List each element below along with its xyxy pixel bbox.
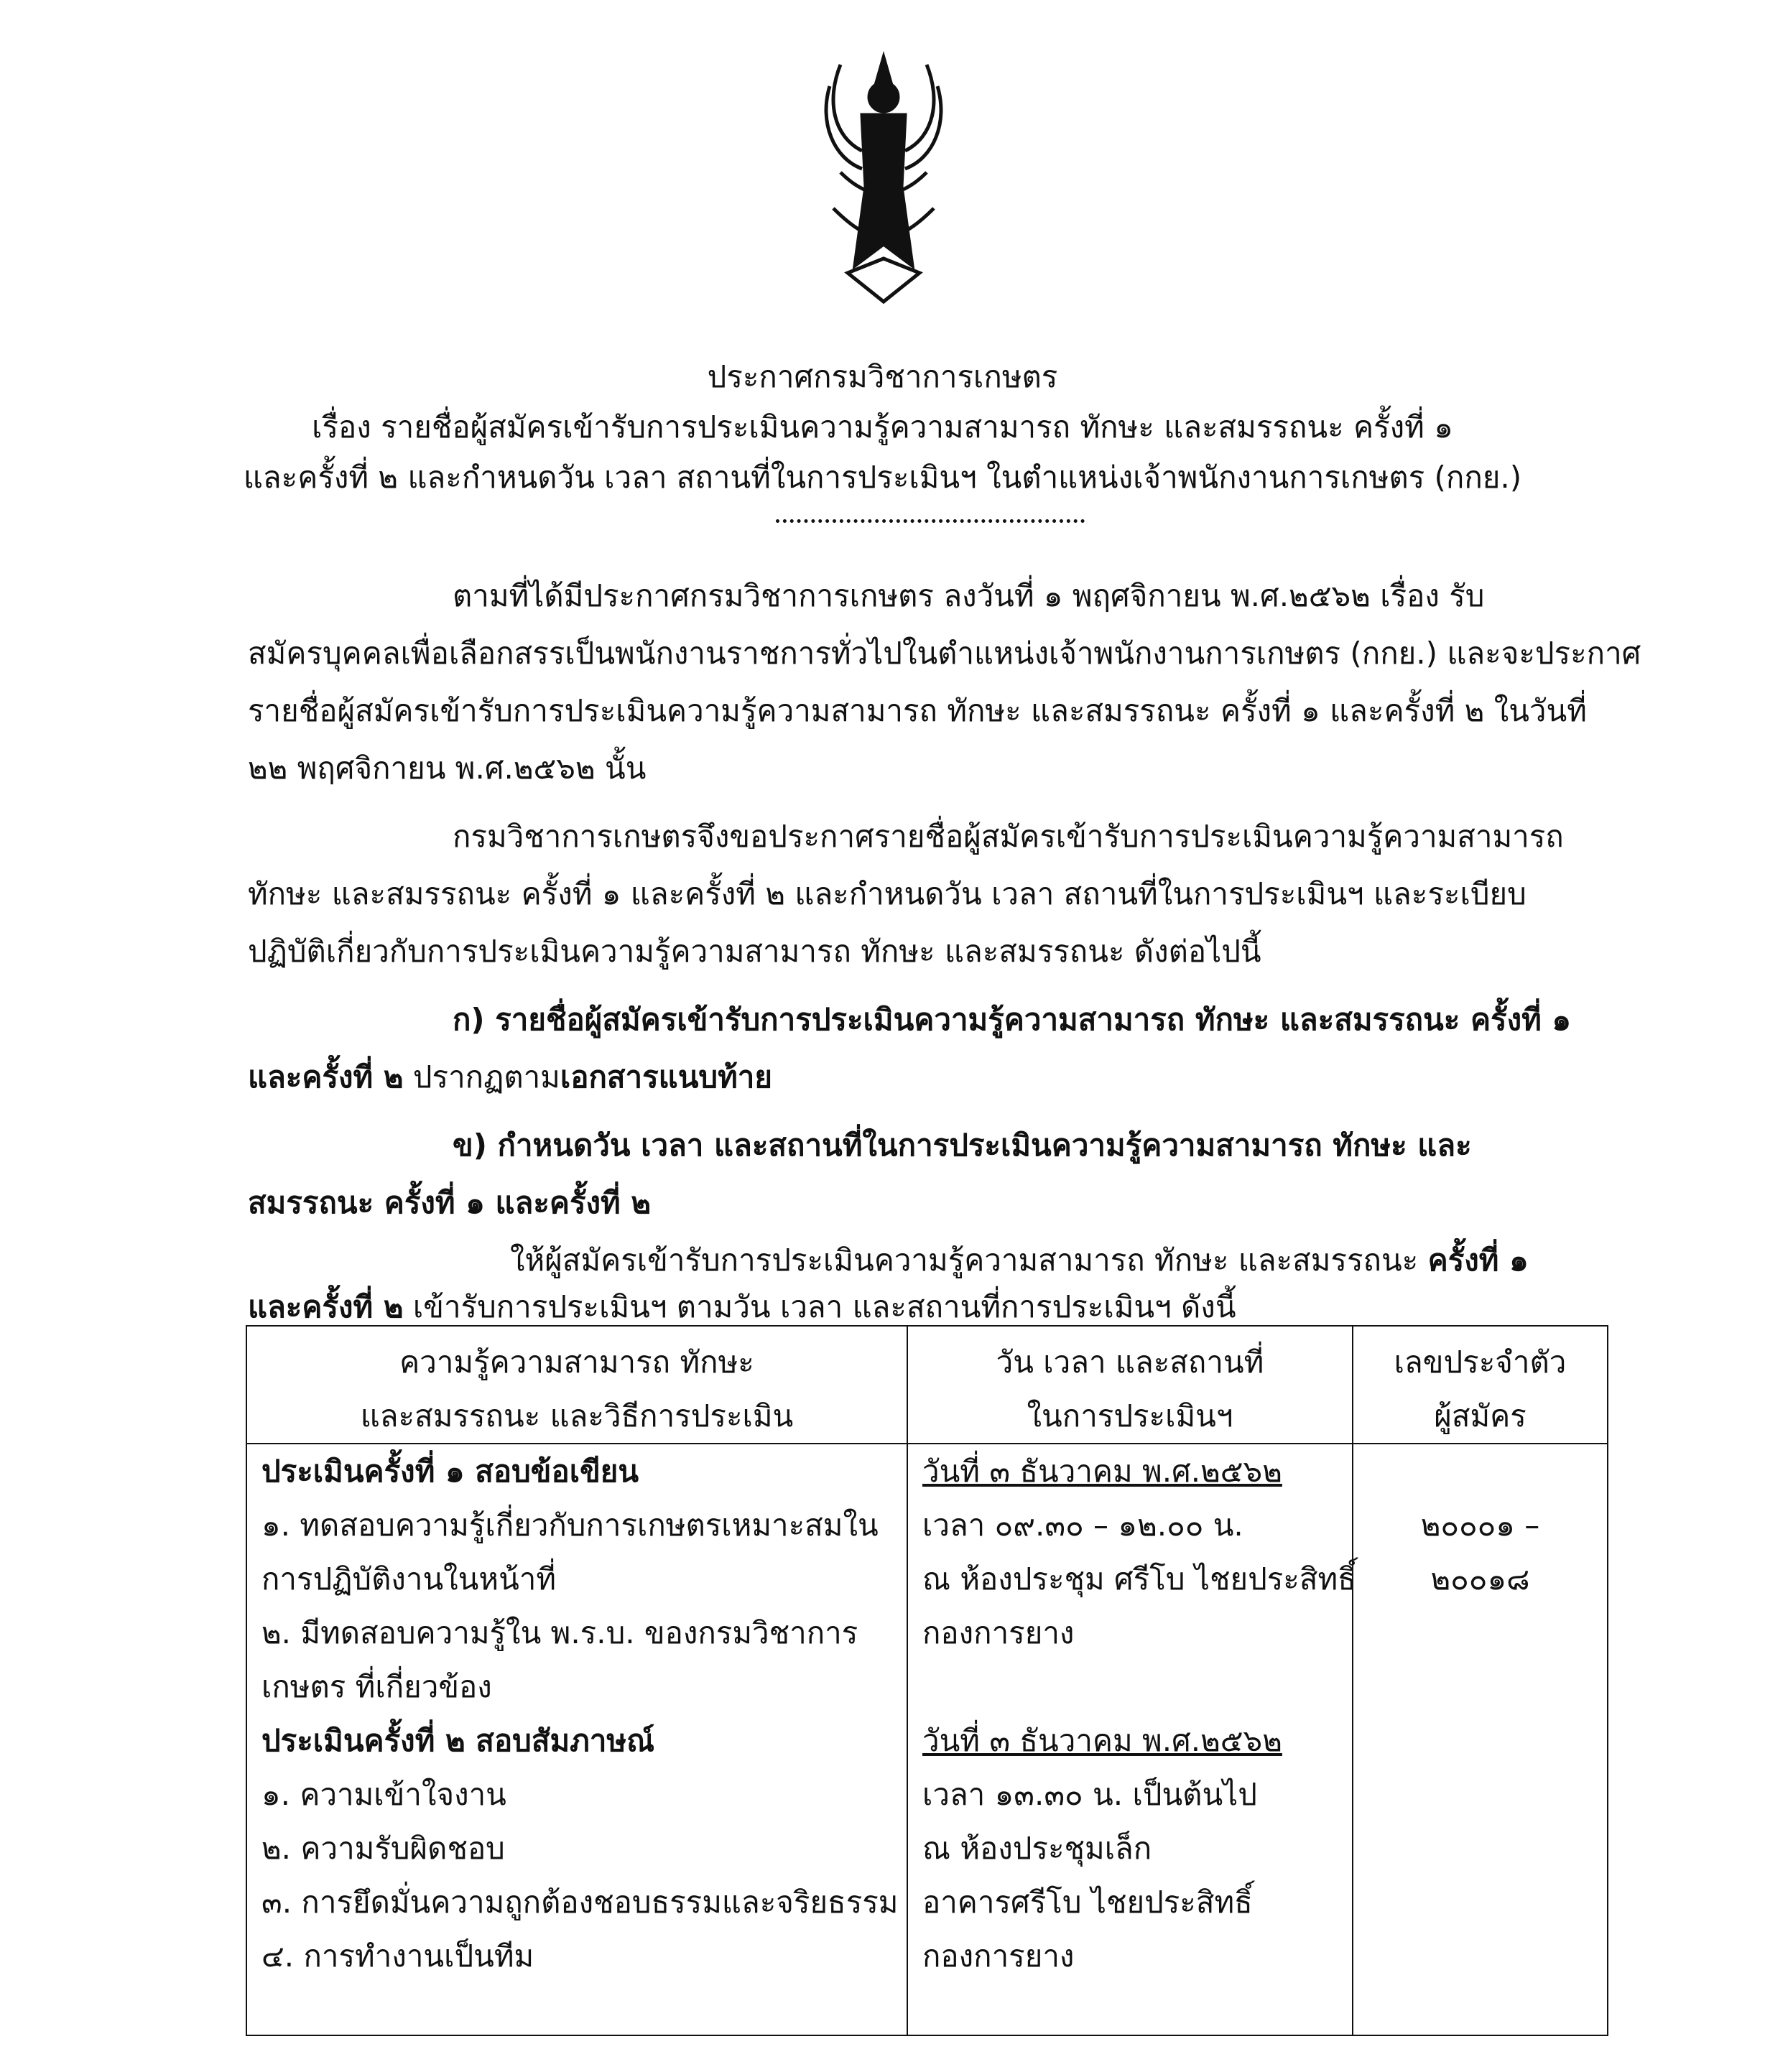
spacer <box>922 1660 1338 1714</box>
id-range-end: ๒๐๐๑๘ <box>1430 1561 1530 1597</box>
header-text: และสมรรถนะ และวิธีการประเมิน <box>360 1398 794 1434</box>
item-a-line-2 <box>248 1056 772 1099</box>
round2-detail: ณ ห้องประชุมเล็ก <box>922 1831 1152 1866</box>
para1-line: ตามที่ได้มีประกาศกรมวิชาการเกษตร ลงวันที่ ๑ พฤศจิกายน พ.ศ.๒๕๖๒ เรื่อง รับ <box>453 578 1485 613</box>
garuda-emblem-icon <box>812 43 955 316</box>
round1-item: ๒. มีทดสอบความรู้ใน พ.ร.บ. ของกรมวิชาการ <box>261 1615 858 1650</box>
table-row <box>246 1444 1608 2035</box>
table-header-row <box>246 1326 1608 1444</box>
criteria-cell <box>246 1444 907 2035</box>
subject-line-1: เรื่อง รายชื่อผู้สมัครเข้ารับการประเมินความรู้ความสามารถ ทักษะ และสมรรถนะ ครั้งที่ ๑ <box>312 409 1453 445</box>
round2-detail: เวลา ๑๓.๓๐ น. เป็นต้นไป <box>922 1777 1257 1812</box>
header-text: เลขประจำตัว <box>1394 1344 1567 1380</box>
round1-item: เกษตร ที่เกี่ยวข้อง <box>261 1669 492 1704</box>
item-b-line-2: สมรรถนะ ครั้งที่ ๑ และครั้งที่ ๒ <box>248 1185 652 1220</box>
round1-item: การปฏิบัติงานในหน้าที่ <box>261 1561 557 1597</box>
item-b-line-3-normal: ให้ผู้สมัครเข้ารับการประเมินความรู้ความสามารถ ทักษะ และสมรรถนะ <box>510 1242 1428 1278</box>
item-b-line-4 <box>248 1286 1236 1329</box>
header-cell-criteria <box>246 1326 907 1444</box>
round2-item: ๔. การทำงานเป็นทีม <box>261 1938 534 1974</box>
round2-item: ๒. ความรับผิดชอบ <box>261 1831 505 1866</box>
schedule-table <box>246 1325 1608 2036</box>
header-text: ความรู้ความสามารถ ทักษะ <box>399 1344 754 1380</box>
title-divider <box>776 519 1085 526</box>
schedule-cell <box>907 1444 1356 2035</box>
item-b-line-3-bold: ครั้งที่ ๑ <box>1427 1242 1529 1278</box>
round2-item: ๓. การยึดมั่นความถูกต้องชอบธรรมและจริยธรรม <box>261 1885 899 1920</box>
header-text: ผู้สมัคร <box>1434 1398 1527 1434</box>
id-range-start: ๒๐๐๐๑ – <box>1420 1507 1540 1543</box>
round2-detail: อาคารศรีโบ ไชยประสิทธิ์ <box>922 1885 1253 1920</box>
header-cell-id <box>1353 1326 1608 1444</box>
para1-line: ๒๒ พฤศจิกายน พ.ศ.๒๕๖๒ นั้น <box>248 751 647 786</box>
item-b-line-4-normal: เข้ารับการประเมินฯ ตามวัน เวลา และสถานที่การประเมินฯ ดังนี้ <box>403 1289 1236 1324</box>
id-cell <box>1353 1444 1608 2035</box>
header-text: ในการประเมินฯ <box>1027 1398 1233 1434</box>
round1-item: ๑. ทดสอบความรู้เกี่ยวกับการเกษตรเหมาะสมใน <box>261 1507 879 1543</box>
para2-line: ทักษะ และสมรรถนะ ครั้งที่ ๑ และครั้งที่ ๒ และกำหนดวัน เวลา สถานที่ในการประเมินฯ และระเบียบ <box>248 876 1527 911</box>
document-title: ประกาศกรมวิชาการเกษตร <box>707 359 1058 394</box>
para2-line: กรมวิชาการเกษตรจึงขอประกาศรายชื่อผู้สมัครเข้ารับการประเมินความรู้ความสามารถ <box>453 819 1564 854</box>
para2-line: ปฏิบัติเกี่ยวกับการประเมินความรู้ความสามารถ ทักษะ และสมรรถนะ ดังต่อไปนี้ <box>248 934 1261 969</box>
header-text: วัน เวลา และสถานที่ <box>996 1344 1264 1380</box>
round1-detail: กองการยาง <box>922 1615 1075 1650</box>
item-a-normal: ปรากฏตาม <box>403 1059 560 1095</box>
item-b-line-1: ข) กำหนดวัน เวลา และสถานที่ในการประเมินความรู้ความสามารถ ทักษะ และ <box>453 1128 1472 1163</box>
round2-item: ๑. ความเข้าใจงาน <box>261 1777 506 1812</box>
item-a-bold-1: และครั้งที่ ๒ <box>248 1059 404 1095</box>
round2-detail: กองการยาง <box>922 1938 1075 1974</box>
item-a-line-1: ก) รายชื่อผู้สมัครเข้ารับการประเมินความรู้ความสามารถ ทักษะ และสมรรถนะ ครั้งที่ ๑ <box>453 1002 1572 1037</box>
spacer <box>1368 1444 1593 1498</box>
round1-detail: ณ ห้องประชุม ศรีโบ ไชยประสิทธิ์ <box>922 1561 1356 1597</box>
header-cell-schedule <box>907 1326 1353 1444</box>
item-b-line-3 <box>510 1239 1529 1282</box>
round1-detail: เวลา ๐๙.๓๐ – ๑๒.๐๐ น. <box>922 1507 1243 1543</box>
round2-title: ประเมินครั้งที่ ๒ สอบสัมภาษณ์ <box>261 1723 655 1758</box>
round2-date: วันที่ ๓ ธันวาคม พ.ศ.๒๕๖๒ <box>922 1723 1282 1758</box>
subject-line-2: และครั้งที่ ๒ และกำหนดวัน เวลา สถานที่ในการประเมินฯ ในตำแหน่งเจ้าพนักงานการเกษตร (กกย.) <box>243 460 1522 495</box>
round1-date: วันที่ ๓ ธันวาคม พ.ศ.๒๕๖๒ <box>922 1454 1282 1489</box>
para1-line: รายชื่อผู้สมัครเข้ารับการประเมินความรู้ความสามารถ ทักษะ และสมรรถนะ ครั้งที่ ๑ และครั้งที่ ๒ ในวันที่ <box>248 693 1587 728</box>
item-a-attachment: เอกสารแนบท้าย <box>560 1059 772 1095</box>
item-b-line-4-bold: และครั้งที่ ๒ <box>248 1289 404 1324</box>
round1-title: ประเมินครั้งที่ ๑ สอบข้อเขียน <box>261 1454 639 1489</box>
para1-line: สมัครบุคคลเพื่อเลือกสรรเป็นพนักงานราชการทั่วไปในตำแหน่งเจ้าพนักงานการเกษตร (กกย.) และจะประกาศ <box>248 636 1641 671</box>
